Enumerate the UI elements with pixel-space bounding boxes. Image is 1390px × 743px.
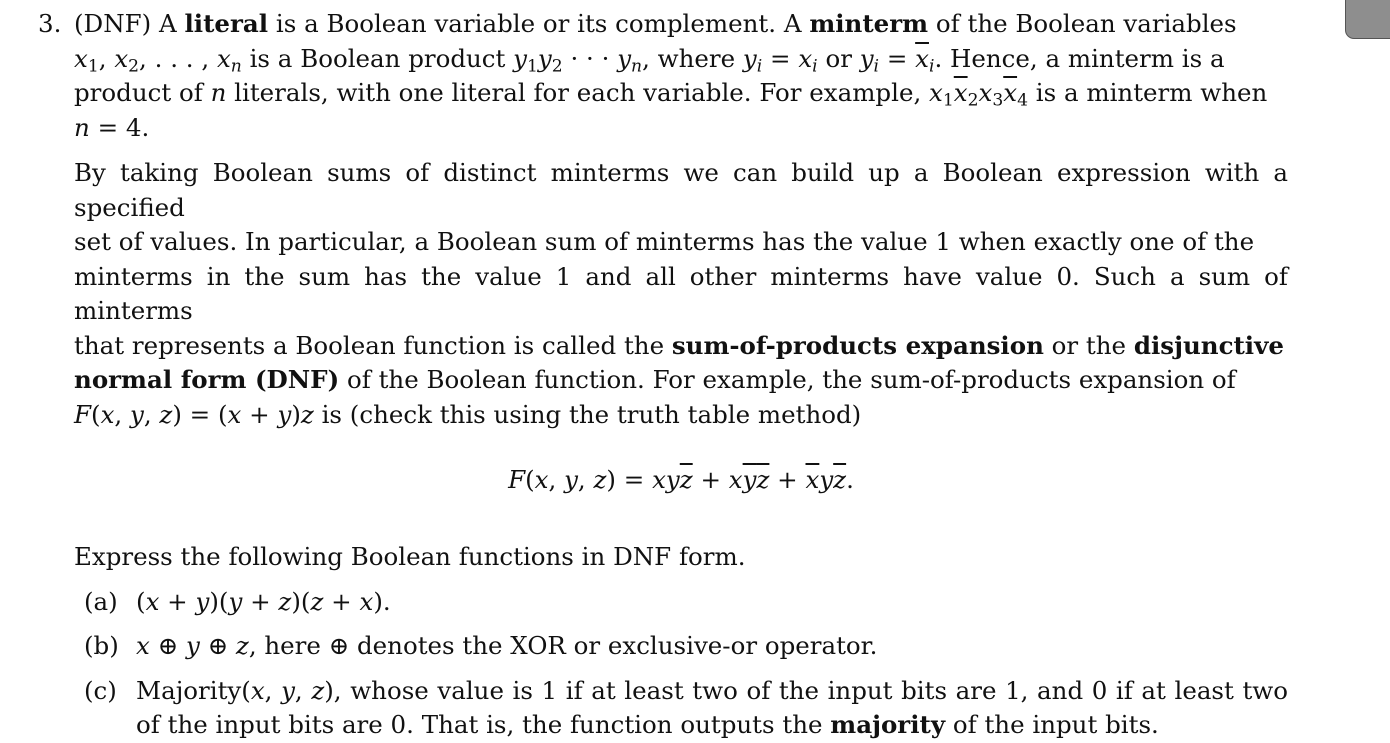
problem-3 [38, 7, 1288, 743]
paragraph-2-line-2: set of values. In particular, a Boolean sum of minterms has the value 1 when exactly one of the [74, 227, 1255, 256]
subproblem-a [74, 585, 1288, 620]
display-equation: F(x, y, $z) = xy\overline{z} + x\overline{y}\overline{z} + \overline{x}y\overline{z}$. [508, 465, 854, 494]
subproblem-c-text: Majority(x, y, z), whose value is 1 if at least two of the input bits are 1, and 0 if at least two of the input bits are 0. That is, the function outputs the majority of the input bits. [136, 675, 1289, 739]
paragraph-minterm-definition [38, 7, 1288, 145]
subproblem-list [38, 585, 1288, 743]
instruction-text: Express the following Boolean functions in DNF form. [74, 542, 746, 571]
paragraph-2-line-3: minterms in the sum has the value 1 and all other minterms have value 0. Such a sum of minterms [74, 261, 1288, 325]
paragraph-2-line-1: By taking Boolean sums of distinct minterms we can build up a Boolean expression with a specified [74, 158, 1288, 222]
subproblem-b [74, 629, 1288, 664]
paragraph-1-line-4: n = 4. [74, 112, 150, 142]
corner-window-button[interactable] [1345, 0, 1390, 39]
paragraph-1-line-3: product of n literals, with one literal for each variable. For example, $x_1\overline{x}_2x_3\overline{x}_4$ is a minterm when [74, 78, 1268, 111]
paragraph-2-line-5: normal form (DNF) of the Boolean function. For example, the sum-of-products expansion of [74, 365, 1236, 394]
subproblem-label: (c) [84, 675, 117, 705]
paragraph-1-line-1 [38, 7, 1288, 42]
subproblem-c [74, 674, 1288, 743]
subproblem-b-text: x ⊕ y ⊕ z, here ⊕ denotes the XOR or exclusive-or operator. [136, 631, 878, 660]
problem-number: 3. [38, 9, 62, 38]
paragraph-dnf-definition [38, 156, 1288, 432]
subproblem-a-text: (x + y)(y + z)(z + x). [136, 586, 391, 616]
paragraph-2-line-6: F(x, y, z) = (x + y)z is (check this using the truth table method) [74, 399, 862, 429]
subproblem-label: (b) [84, 631, 119, 660]
subproblem-label: (a) [84, 586, 118, 616]
p1-l1-text: (DNF) A literal is a Boolean variable or its complement. A minterm of the Boolean variables [74, 9, 1237, 38]
paragraph-1-line-2: $x_1$, $x_2$, . . . , $x_n$ is a Boolean product $y_1y_2$ · · · $y_n$, where $y_i = x_i$ or $y_i = \overline{x}_i$. Hence, a minterm is a [74, 43, 1225, 76]
paragraph-2-line-4: that represents a Boolean function is called the sum-of-products expansion or the disjunctive [74, 330, 1284, 360]
